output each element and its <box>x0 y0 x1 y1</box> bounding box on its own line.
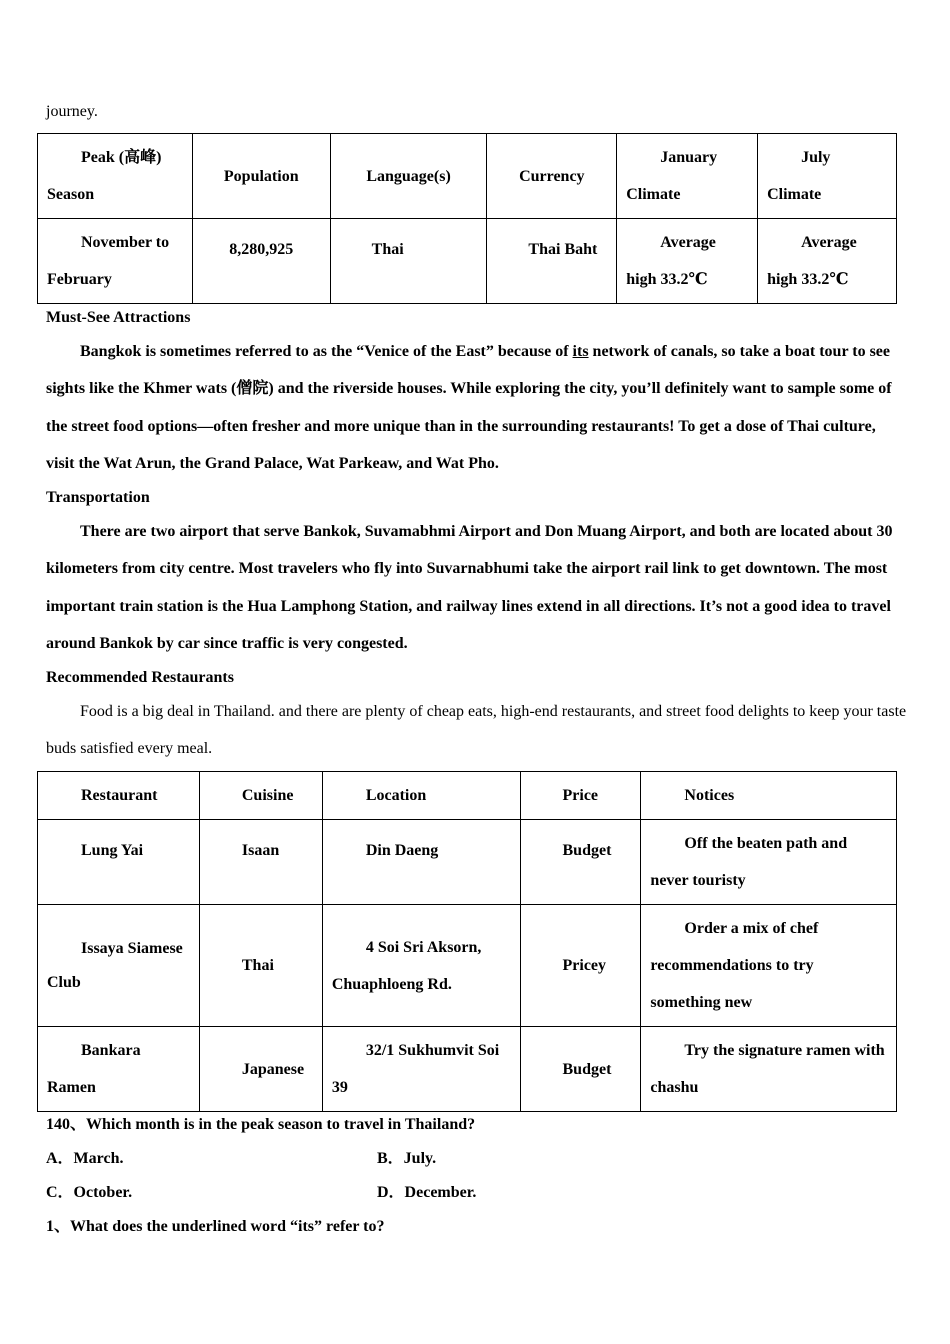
cell-january-climate: Average high 33.2℃ <box>617 219 758 304</box>
cell-price: Budget <box>520 1027 641 1112</box>
restaurant-header-row <box>38 772 897 820</box>
cell-notice: Try the signature ramen with chashu <box>641 1027 897 1112</box>
header-july-climate: July Climate <box>758 134 897 219</box>
header-price: Price <box>520 772 641 820</box>
cell-july-climate: Average high 33.2℃ <box>758 219 897 304</box>
cell-population: 8,280,925 <box>192 219 330 304</box>
option-d[interactable]: D．December. <box>377 1184 477 1201</box>
header-restaurant: Restaurant <box>38 772 200 820</box>
city-info-table <box>37 133 897 304</box>
transportation-paragraph: There are two airport that serve Bankok, Suvamabhmi Airport and Don Muang Airport, and both are located about 30 kilometers from city centre. Most travelers who fly into Suvarnabhumi take the airport rail link to get downtown. The most important train station is the Hua Lamphong Station, and railway lines extend in all directions. It’s not a good idea to travel around Bankok by car since traffic is very congested. <box>46 523 893 652</box>
attractions-paragraph: Bangkok is sometimes referred to as the “Venice of the East” because of its network of canals, so take a boat tour to see sights like the Khmer wats (僧院) and the riverside houses. While exploring the city, you’ll definitely want to sample some of the street food options—often fresher and more unique than in the surrounding restaurants! To get a dose of Thai culture, visit the Wat Arun, the Grand Palace, Wat Parkeaw, and Wat Pho. <box>46 343 892 472</box>
header-population: Population <box>192 134 330 219</box>
restaurants-heading: Recommended Restaurants <box>46 669 234 686</box>
restaurant-table <box>37 771 897 1112</box>
header-location: Location <box>322 772 520 820</box>
table-row <box>38 905 897 1027</box>
header-peak-season: Peak (高峰) Season <box>38 134 193 219</box>
info-data-row <box>38 219 897 304</box>
question-1: 1、What does the underlined word “its” refer to? <box>46 1218 385 1235</box>
cell-cuisine: Japanese <box>199 1027 322 1112</box>
cell-location: 32/1 Sukhumvit Soi 39 <box>322 1027 520 1112</box>
table-row <box>38 1027 897 1112</box>
cell-restaurant-name: Issaya Siamese Club <box>38 905 200 1027</box>
attractions-heading: Must-See Attractions <box>46 309 191 326</box>
cell-cuisine: Isaan <box>199 820 322 905</box>
cell-restaurant-name: Lung Yai <box>38 820 200 905</box>
info-header-row <box>38 134 897 219</box>
restaurants-paragraph: Food is a big deal in Thailand. and there are plenty of cheap eats, high-end restaurants, and street food delights to keep your taste buds satisfied every meal. <box>46 703 907 758</box>
transportation-heading: Transportation <box>46 489 150 506</box>
cell-notice: Order a mix of chef recommendations to try something new <box>641 905 897 1027</box>
cell-peak-season: November to February <box>38 219 193 304</box>
cell-currency: Thai Baht <box>487 219 617 304</box>
option-b[interactable]: B．July. <box>377 1150 437 1167</box>
header-currency: Currency <box>487 134 617 219</box>
cell-language: Thai <box>330 219 487 304</box>
cell-restaurant-name: Bankara Ramen <box>38 1027 200 1112</box>
cell-location: Din Daeng <box>322 820 520 905</box>
option-a[interactable]: A．March. <box>46 1150 124 1167</box>
underlined-its: its <box>572 343 589 360</box>
header-language: Language(s) <box>330 134 487 219</box>
cell-price: Budget <box>520 820 641 905</box>
table-row <box>38 820 897 905</box>
header-notices: Notices <box>641 772 897 820</box>
cell-location: 4 Soi Sri Aksorn, Chuaphloeng Rd. <box>322 905 520 1027</box>
intro-tail: journey. <box>46 103 98 120</box>
option-c[interactable]: C．October. <box>46 1184 133 1201</box>
cell-price: Pricey <box>520 905 641 1027</box>
question-140: 140、Which month is in the peak season to travel in Thailand? <box>46 1116 476 1133</box>
header-january-climate: January Climate <box>617 134 758 219</box>
cell-notice: Off the beaten path and never touristy <box>641 820 897 905</box>
cell-cuisine: Thai <box>199 905 322 1027</box>
header-cuisine: Cuisine <box>199 772 322 820</box>
